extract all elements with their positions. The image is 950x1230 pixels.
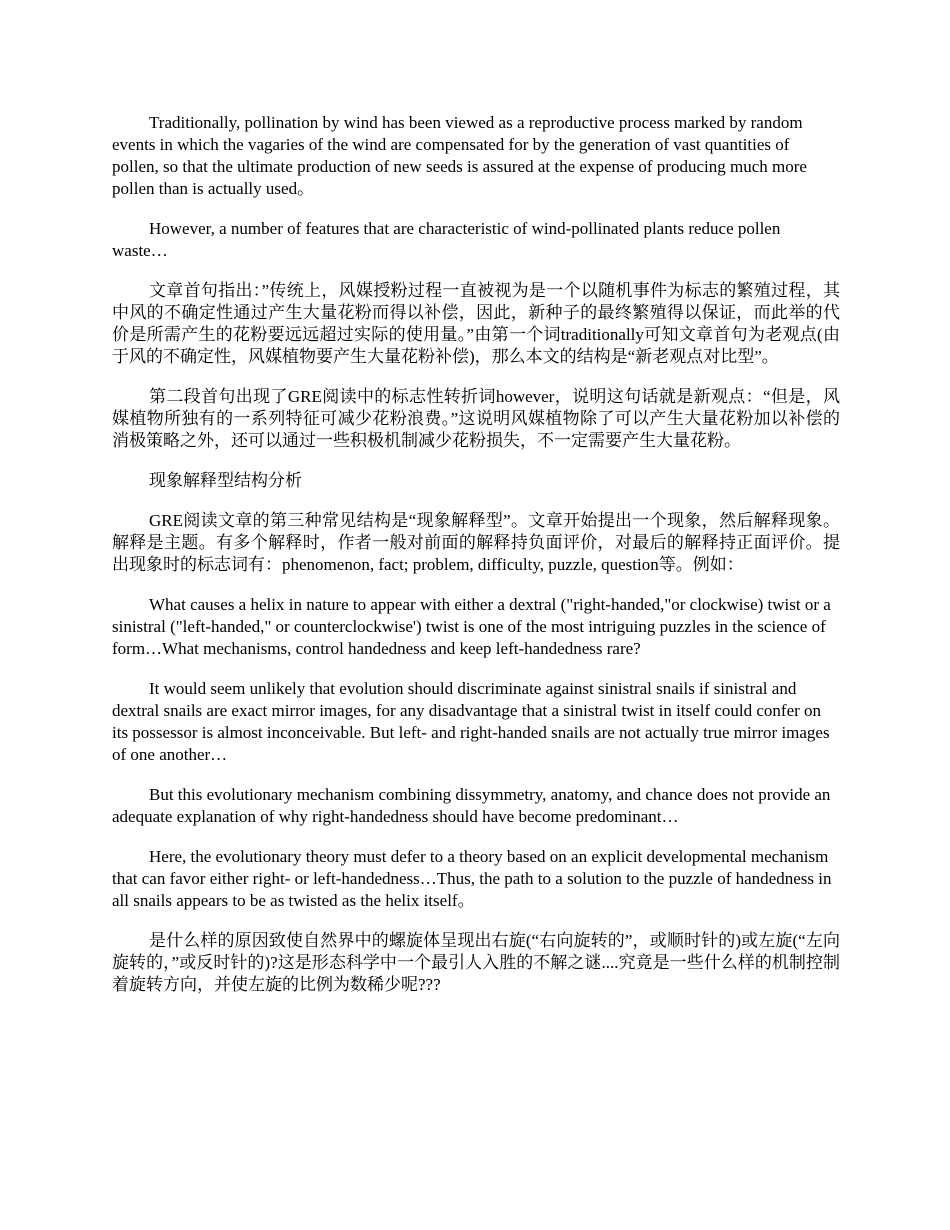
paragraph-wind-pollination-intro: Traditionally, pollination by wind has been viewed as a reproductive process marked by random events in which the vagaries of the wind are compensated for by the generation of vast quantities of pollen, so that the ultimate production of new seeds is assured at the expense of producing much more pollen than is actually used。 — [112, 113, 807, 198]
section-heading-phenomenon-explanation: 现象解释型结构分析 — [149, 471, 302, 490]
document-page — [112, 112, 840, 1014]
paragraph-chinese-translation: 是什么样的原因致使自然界中的螺旋体呈现出右旋(“右向旋转的”，或顺时针的)或左旋(“左向旋转的，”或反时针的)?这是形态科学中一个最引人入胜的不解之谜....究竟是一些什么样的机制控制着旋转方向，并使左旋的比例为数稀少呢??? — [112, 931, 840, 994]
paragraph-chinese-structure-3: GRE阅读文章的第三种常见结构是“现象解释型”。文章开始提出一个现象，然后解释现象。解释是主题。有多个解释时，作者一般对前面的解释持负面评价，对最后的解释持正面评价。提出现象时的标志词有：phenomenon, fact; problem, difficulty, puzzle, question等。例如： — [112, 511, 840, 574]
paragraph-chinese-analysis-1: 文章首句指出：”传统上，风媒授粉过程一直被视为是一个以随机事件为标志的繁殖过程，其中风的不确定性通过产生大量花粉而得以补偿，因此，新种子的最终繁殖得以保证，而此举的代价是所需产生的花粉要远远超过实际的使用量。”由第一个词traditionally可知文章首句为老观点(由于风的不确定性，风媒植物要产生大量花粉补偿)，那么本文的结构是“新老观点对比型”。 — [112, 281, 840, 366]
paragraph-helix-question: What causes a helix in nature to appear with either a dextral ("right-handed,"or clockwise) twist or a sinistral ("left-handed," or counterclockwise') twist is one of the most intriguing puzzles in the science of form…What mechanisms, control handedness and keep left-handedness rare? — [112, 595, 831, 658]
paragraph-however: However, a number of features that are characteristic of wind-pollinated plants reduce pollen waste… — [112, 219, 781, 260]
paragraph-chinese-analysis-2: 第二段首句出现了GRE阅读中的标志性转折词however，说明这句话就是新观点：“但是，风媒植物所独有的一系列特征可减少花粉浪费。”这说明风媒植物除了可以产生大量花粉加以补偿的消极策略之外，还可以通过一些积极机制减少花粉损失，不一定需要产生大量花粉。 — [112, 387, 840, 450]
paragraph-evolutionary-mechanism: But this evolutionary mechanism combining dissymmetry, anatomy, and chance does not provide an adequate explanation of why right-handedness should have become predominant… — [112, 785, 831, 826]
paragraph-developmental-theory: Here, the evolutionary theory must defer to a theory based on an explicit developmental mechanism that can favor either right- or left-handedness…Thus, the path to a solution to the puzzle of handedness in all snails appears to be as twisted as the helix itself。 — [112, 847, 832, 910]
paragraph-evolution-mirror: It would seem unlikely that evolution should discriminate against sinistral snails if sinistral and dextral snails are exact mirror images, for any disadvantage that a sinistral twist in itself could confer on its possessor is almost inconceivable. But left- and right-handed snails are not actually true mirror images of one another… — [112, 679, 830, 764]
